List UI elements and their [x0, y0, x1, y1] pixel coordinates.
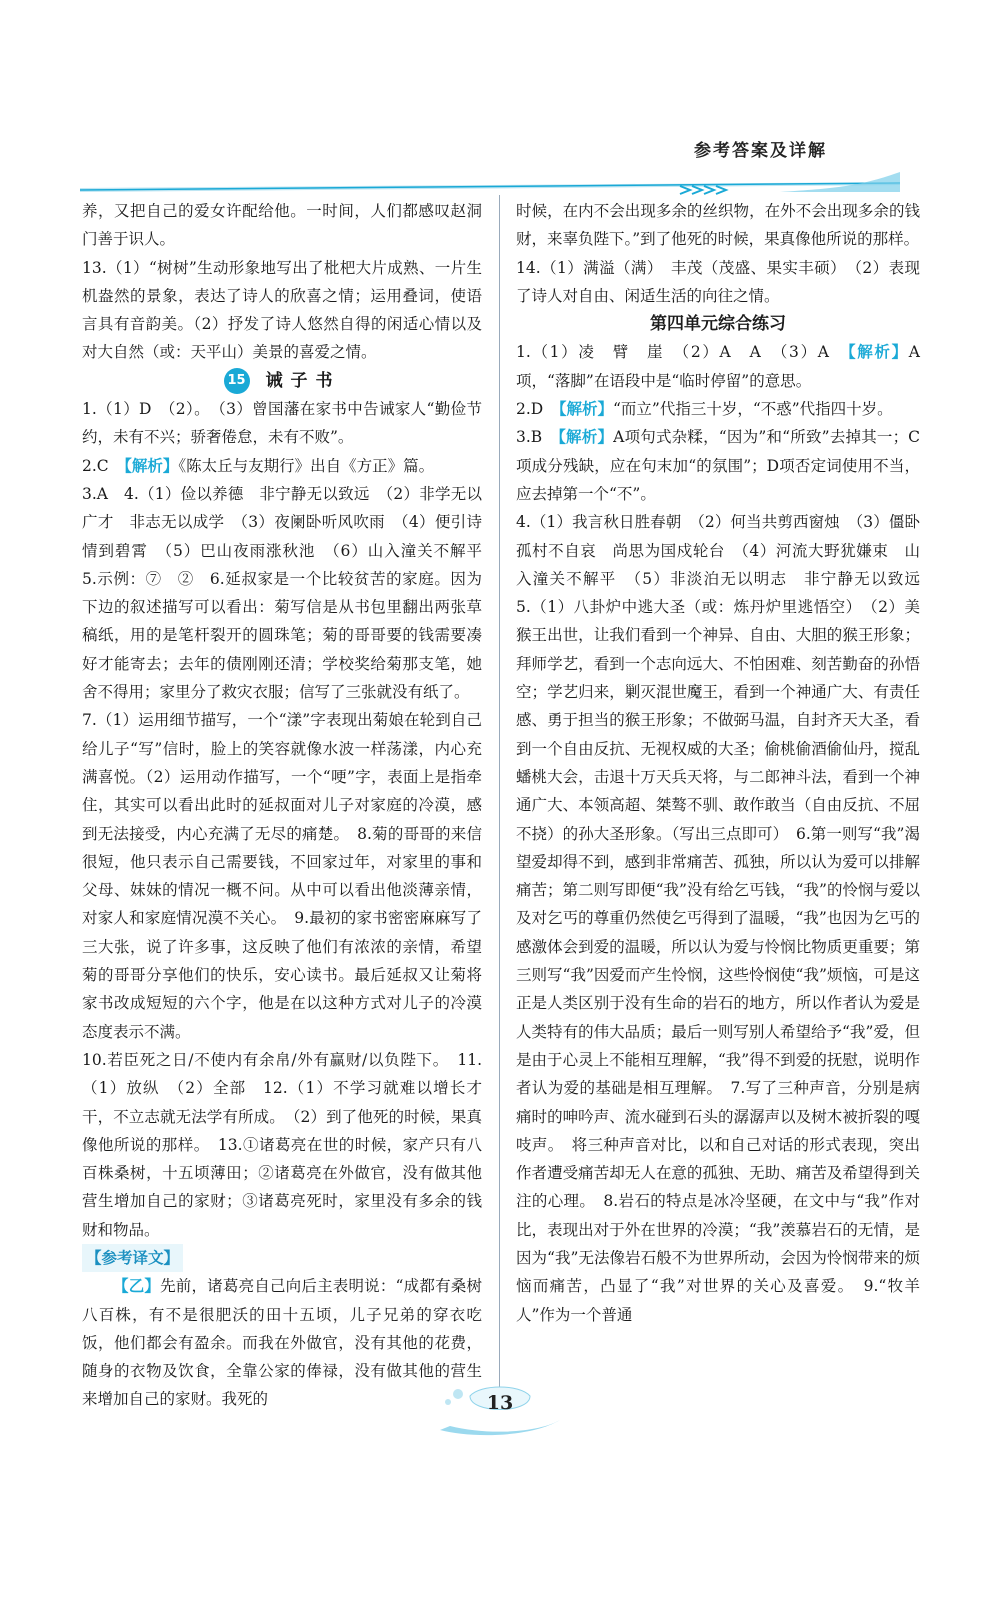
answer-paragraph: 13.（1）“树树”生动形象地写出了枇杷大片成熟、一片生机盎然的景象，表达了诗人的欣喜之情；运用叠词，使语言具有音韵美。（2）抒发了诗人悠然自得的闲适心情以及对大自然（或：天平山）美景的喜爱之情。	[82, 258, 482, 362]
label-text: 【参考译文】	[82, 1244, 183, 1272]
analysis-tag: 【解析】	[124, 456, 179, 475]
analysis-tag: 【解析】	[558, 400, 613, 419]
section-heading	[516, 310, 920, 338]
lesson-number-badge: 15	[224, 368, 250, 394]
answer-text: 3.B	[516, 428, 559, 447]
page-header-title: 参考答案及详解	[694, 141, 827, 161]
answer-paragraph: 14.（1）满溢（满） 丰茂（茂盛、果实丰硕） （2）表现了诗人对自由、闲适生活的向往之情。	[516, 258, 920, 305]
answer-text: “而立”代指三十岁，“不惑”代指四十岁。	[612, 400, 893, 419]
answer-text: 2.D	[516, 400, 559, 419]
section-title: 诫子书	[265, 370, 341, 391]
answer-paragraph	[516, 395, 920, 423]
right-column	[516, 197, 936, 1329]
answer-paragraph	[516, 338, 920, 395]
answer-text: A项句式杂糅，“因为”和“所致”去掉其一；C项成分残缺，应在句末加“的氛围”；D项否定词使用不当，应去掉第一个“不”。	[516, 428, 920, 503]
answer-paragraph: 10.若臣死之日/不使内有余帛/外有赢财/以负陛下。 11.（1）放纵 （2）全部 12.（1）不学习就难以增长才干，不立志就无法学有所成。 （2）到了他死的时候，果真像他所说的那样。 13.①诸葛亮在世的时候，家产只有八百株桑树，十五顷薄田；②诸葛亮在外做官，没有做其他营生增加自己的家财；③诸葛亮死时，家里没有多余的钱财和物品。	[82, 1050, 482, 1239]
analysis-tag: 【解析】	[847, 343, 909, 362]
header-decoration	[80, 168, 900, 198]
reference-translation-label	[82, 1244, 482, 1272]
answer-text: 2.C	[82, 456, 125, 475]
answer-paragraph: 7.（1）运用细节描写，一个“漾”字表现出菊娘在轮到自己给儿子“写”信时，脸上的笑容就像水波一样荡漾，内心充满喜悦。（2）运用动作描写，一个“哽”字，表面上是指牵住，其实可以看出此时的延叔面对儿子对家庭的冷漠，感到无法接受，内心充满了无尽的痛楚。 8.菊的哥哥的来信很短，他只表示自己需要钱，不回家过年，对家里的事和父母、妹妹的情况一概不问。从中可以看出他淡薄亲情，对家人和家庭情况漠不关心。 9.最初的家书密密麻麻写了三大张，说了许多事，这反映了他们有浓浓的亲情，希望菊的哥哥分享他们的快乐，安心读书。最后延叔又让菊将家书改成短短的六个字，他是在以这种方式对儿子的冷漠态度表示不满。	[82, 711, 482, 1041]
answer-paragraph	[82, 1272, 482, 1413]
answer-paragraph	[516, 423, 920, 508]
page-number: 13	[486, 1392, 514, 1414]
answer-paragraph	[82, 452, 482, 480]
answer-text: 先前，诸葛亮自己向后主表明说：“成都有桑树八百株，有不是很肥沃的田十五顷，儿子兄弟的穿衣吃饭，他们都会有盈余。而我在外做官，没有其他的花费，随身的衣物及饮食，全靠公家的俸禄，没有做其他的营生来增加自己的家财。我死的	[82, 1277, 482, 1409]
analysis-tag: 【解析】	[558, 428, 614, 447]
answer-paragraph: 养，又把自己的爱女许配给他。一时间，人们都感叹赵洞门善于识人。	[82, 202, 482, 249]
column-divider	[499, 195, 500, 1390]
answer-text: A项，“落脚”在语段中是“临时停留”的意思。	[516, 343, 920, 390]
section-heading	[82, 367, 482, 395]
answer-text: 《陈太丘与友期行》出自《方正》篇。	[178, 456, 435, 475]
analysis-tag: 【乙】	[113, 1277, 161, 1296]
answer-text: 1.（1）凌 臂 崖 （2）A A （3）A	[516, 343, 848, 362]
left-column	[82, 197, 498, 1414]
section-title: 第四单元综合练习	[650, 314, 786, 335]
answer-paragraph: 时候，在内不会出现多余的丝织物，在外不会出现多余的钱财，来辜负陛下。”到了他死的时候，果真像他所说的那样。	[516, 202, 920, 249]
answer-paragraph: 3.A 4.（1）俭以养德 非宁静无以致远 （2）非学无以广才 非志无以成学 （3）夜阑卧听风吹雨 （4）便引诗情到碧霄 （5）巴山夜雨涨秋池 （6）山入潼关不解平 5.示例：⑦ ② 6.延叔家是一个比较贫苦的家庭。因为下边的叙述描写可以看出：菊写信是从书包里翻出两张草稿纸，用的是笔杆裂开的圆珠笔；菊的哥哥要的钱需要凑好才能寄去；去年的债刚刚还清；学校奖给菊那支笔，她舍不得用；家里分了救灾衣服；信写了三张就没有纸了。	[82, 484, 498, 702]
answer-paragraph: 1.（1）D （2）。 （3）曾国藩在家书中告诫家人“勤俭节约，未有不兴；骄奢倦怠，未有不败”。	[82, 400, 482, 447]
answer-paragraph: 4.（1）我言秋日胜春朝 （2）何当共剪西窗烛 （3）僵卧孤村不自哀 尚思为国戍轮台 （4）河流大野犹嫌束 山入潼关不解平 （5）非淡泊无以明志 非宁静无以致远 5.（1）八卦炉中逃大圣（或：炼丹炉里逃悟空） （2）美猴王出世，让我们看到一个神异、自由、大胆的猴王形象；拜师学艺，看到一个志向远大、不怕困难、刻苦勤奋的孙悟空；学艺归来，剿灭混世魔王，看到一个神通广大、有责任感、勇于担当的猴王形象；不做弼马温，自封齐天大圣，看到一个自由反抗、无视权威的大圣；偷桃偷酒偷仙丹，搅乱蟠桃大会，击退十万天兵天将，与二郎神斗法，看到一个神通广大、本领高超、桀骜不驯、敢作敢当（自由反抗、不屈不挠）的孙大圣形象。（写出三点即可） 6.第一则写“我”渴望爱却得不到，感到非常痛苦、孤独，所以认为爱可以排解痛苦；第二则写即便“我”没有给乞丐钱，“我”的怜悯与爱以及对乞丐的尊重仍然使乞丐得到了温暖，“我”也因为乞丐的感激体会到爱的温暖，所以认为爱与怜悯比物质更重要；第三则写“我”因爱而产生怜悯，这些怜悯使“我”烦恼，可是这正是人类区别于没有生命的岩石的地方，所以作者认为爱是人类特有的伟大品质；最后一则写别人希望给予“我”爱，但是由于心灵上不能相互理解，“我”得不到爱的抚慰，说明作者认为爱的基础是相互理解。 7.写了三种声音，分别是病痛时的呻吟声、流水碰到石头的潺潺声以及树木被折裂的嘎吱声。 将三种声音对比，以和自己对话的形式表现，突出作者遭受痛苦却无人在意的孤独、无助、痛苦及希望得到关注的心理。 8.岩石的特点是冰冷坚硬，在文中与“我”作对比，表现出对于外在世界的冷漠；“我”羡慕岩石的无情，是因为“我”无法像岩石般不为世界所动，会因为怜悯带来的烦恼而痛苦，凸显了“我”对世界的关心及喜爱。 9.“牧羊人”作为一个普通	[516, 513, 936, 1324]
